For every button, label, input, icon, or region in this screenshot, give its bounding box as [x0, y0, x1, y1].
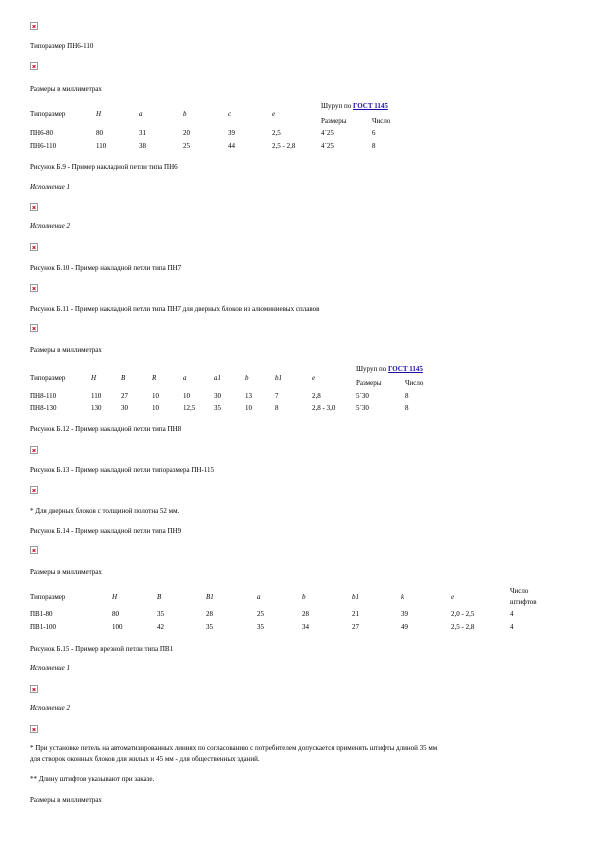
col-header: e — [312, 374, 316, 382]
col-header: Число — [510, 587, 529, 595]
table-cell: 8 — [372, 142, 376, 150]
col-header: Типоразмер — [30, 110, 66, 118]
table-cell: 27 — [352, 623, 359, 631]
table-cell: 110 — [96, 142, 107, 150]
table-cell: ПВ1-80 — [30, 610, 53, 618]
col-header: b — [245, 374, 249, 382]
table-cell: ПВ1-100 — [30, 623, 57, 631]
table-cell: 10 — [245, 404, 252, 412]
variant-label: Исполнение 1 — [30, 664, 70, 672]
table-cell: 5´30 — [356, 392, 369, 400]
table-cell: 10 — [152, 392, 159, 400]
dims-caption: Размеры в миллиметрах — [30, 85, 102, 93]
gost-link[interactable]: ГОСТ 1145 — [387, 365, 423, 373]
col-header: H — [96, 110, 102, 118]
table-cell: 2,5 - 2,8 — [272, 142, 296, 150]
col-header: b — [302, 593, 306, 601]
table-cell: 12,5 — [183, 404, 196, 412]
broken-image-icon — [30, 22, 38, 30]
table-cell: 49 — [401, 623, 408, 631]
col-header: Типоразмер — [30, 593, 66, 601]
table-cell: ПН6-80 — [30, 129, 53, 137]
variant-label: Исполнение 2 — [30, 704, 70, 712]
table-cell: 2,5 — [272, 129, 281, 137]
table-cell: 20 — [183, 129, 190, 137]
table-cell: 25 — [257, 610, 264, 618]
variant-label: Исполнение 1 — [30, 183, 70, 191]
table-cell: 6 — [372, 129, 376, 137]
table-cell: 42 — [157, 623, 164, 631]
col-header: b — [183, 110, 187, 118]
col-header: B — [157, 593, 162, 601]
table-cell: 30 — [214, 392, 221, 400]
table-cell: 80 — [112, 610, 119, 618]
col-header: b1 — [352, 593, 359, 601]
figure-caption: Рисунок Б.11 - Пример накладной петли типа ПН7 для дверных блоков из алюминиевых сплавов — [30, 305, 320, 313]
col-header: a1 — [214, 374, 221, 382]
col-header: штифтов — [510, 598, 537, 606]
variant-label: Исполнение 2 — [30, 222, 70, 230]
broken-image-icon — [30, 685, 38, 693]
col-subheader: Размеры — [356, 379, 382, 387]
screw-header: Шуруп по ГОСТ 1145 — [321, 102, 388, 110]
table-cell: 2,8 — [312, 392, 321, 400]
broken-image-icon — [30, 203, 38, 211]
col-subheader: Число — [372, 117, 391, 125]
figure-caption: Рисунок Б.15 - Пример врезной петли типа ПВ1 — [30, 645, 174, 653]
table-cell: 110 — [91, 392, 102, 400]
table-cell: 13 — [245, 392, 252, 400]
table-cell: 10 — [152, 404, 159, 412]
col-header: k — [401, 593, 405, 601]
table-cell: 38 — [139, 142, 146, 150]
footnote: для створок оконных блоков для жилых и 45 мм - для общественных зданий. — [30, 755, 260, 763]
figure-caption: Рисунок Б.12 - Пример накладной петли типа ПН8 — [30, 425, 182, 433]
col-header: e — [451, 593, 455, 601]
broken-image-icon — [30, 62, 38, 70]
table-cell: ПН8-110 — [30, 392, 57, 400]
table-cell: 44 — [228, 142, 235, 150]
col-header: a — [183, 374, 187, 382]
table-cell: 4´25 — [321, 142, 334, 150]
col-header: R — [152, 374, 157, 382]
table-cell: 4´25 — [321, 129, 334, 137]
size-label: Типоразмер ПН6-110 — [30, 42, 94, 50]
table-cell: 27 — [121, 392, 128, 400]
gost-link[interactable]: ГОСТ 1145 — [352, 102, 388, 110]
broken-image-icon — [30, 284, 38, 292]
col-header: e — [272, 110, 276, 118]
table-cell: 4 — [510, 610, 514, 618]
col-header: c — [228, 110, 232, 118]
table-cell: 34 — [302, 623, 309, 631]
col-header: H — [112, 593, 118, 601]
footnote: ** Длину штифтов указывают при заказе. — [30, 775, 155, 783]
dims-caption: Размеры в миллиметрах — [30, 346, 102, 354]
col-header: b1 — [275, 374, 282, 382]
table-cell: 30 — [121, 404, 128, 412]
screw-header: Шуруп по ГОСТ 1145 — [356, 365, 423, 373]
table-cell: 2,0 - 2,5 — [451, 610, 475, 618]
broken-image-icon — [30, 446, 38, 454]
table-cell: 80 — [96, 129, 103, 137]
table-cell: 35 — [214, 404, 221, 412]
table-cell: ПН6-110 — [30, 142, 57, 150]
table-cell: 7 — [275, 392, 279, 400]
col-header: B1 — [206, 593, 214, 601]
col-header: a — [139, 110, 143, 118]
table-cell: 35 — [157, 610, 164, 618]
table-cell: 35 — [206, 623, 213, 631]
table-cell: 4 — [510, 623, 514, 631]
table-cell: 39 — [228, 129, 235, 137]
figure-caption: Рисунок Б.14 - Пример накладной петли типа ПН9 — [30, 527, 182, 535]
table-cell: 28 — [206, 610, 213, 618]
broken-image-icon — [30, 324, 38, 332]
table-cell: 5´30 — [356, 404, 369, 412]
col-header: H — [91, 374, 97, 382]
dims-caption: Размеры в миллиметрах — [30, 796, 102, 804]
footnote: * При установке петель на автоматизированных линиях по согласованию с потребителем допускается применять штифты длиной 35 мм — [30, 744, 438, 752]
table-cell: 25 — [183, 142, 190, 150]
figure-caption: Рисунок Б.9 - Пример накладной петли типа ПН6 — [30, 163, 178, 171]
table-cell: 28 — [302, 610, 309, 618]
broken-image-icon — [30, 486, 38, 494]
col-header: B — [121, 374, 126, 382]
col-header: a — [257, 593, 261, 601]
footnote: * Для дверных блоков с толщиной полотна 52 мм. — [30, 507, 180, 515]
broken-image-icon — [30, 243, 38, 251]
figure-caption: Рисунок Б.13 - Пример накладной петли типоразмера ПН-115 — [30, 466, 215, 474]
table-cell: 100 — [112, 623, 123, 631]
table-cell: 35 — [257, 623, 264, 631]
table-cell: 8 — [405, 392, 409, 400]
table-cell: 21 — [352, 610, 359, 618]
broken-image-icon — [30, 546, 38, 554]
table-cell: 2,8 - 3,0 — [312, 404, 336, 412]
table-cell: 8 — [405, 404, 409, 412]
table-cell: 2,5 - 2,8 — [451, 623, 475, 631]
col-subheader: Размеры — [321, 117, 347, 125]
table-cell: ПН8-130 — [30, 404, 57, 412]
table-cell: 31 — [139, 129, 146, 137]
dims-caption: Размеры в миллиметрах — [30, 568, 102, 576]
col-header: Типоразмер — [30, 374, 66, 382]
col-subheader: Число — [405, 379, 424, 387]
table-cell: 10 — [183, 392, 190, 400]
figure-caption: Рисунок Б.10 - Пример накладной петли типа ПН7 — [30, 264, 182, 272]
table-cell: 39 — [401, 610, 408, 618]
table-cell: 8 — [275, 404, 279, 412]
broken-image-icon — [30, 725, 38, 733]
table-cell: 130 — [91, 404, 102, 412]
